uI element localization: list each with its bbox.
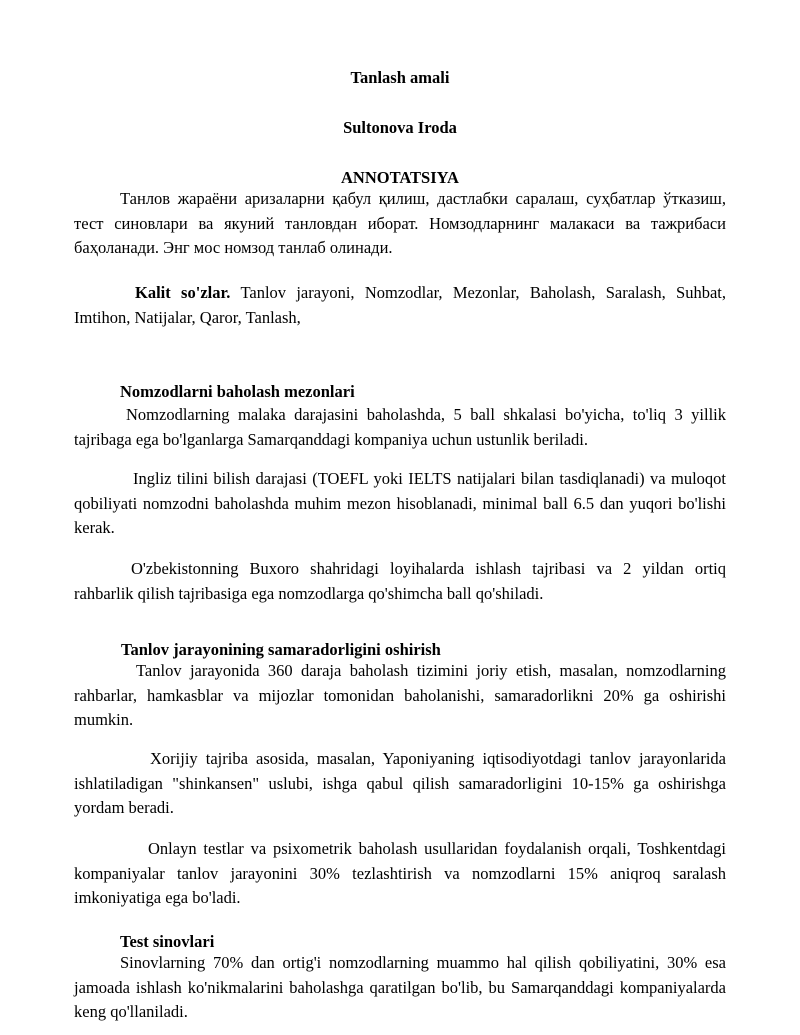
criteria-paragraph-2: Ingliz tilini bilish darajasi (TOEFL yoki IELTS natijalari bilan tasdiqlanadi) va muloqot qobiliyati nomzodni baholashda muhim mezon hisoblanadi, minimal ball 6.5 dan yuqori bo'lishi kerak. [74,469,726,538]
tests-paragraph-1: Sinovlarning 70% dan ortig'i nomzodlarning muammo hal qilish qobiliyatini, 30% esa jamoada ishlash ko'nikmalarini baholashga qaratilgan bo'lib, bu Samarqanddagi kompaniyalarda keng qo'llaniladi. [74,953,726,1022]
author-name: Sultonova Iroda [343,118,457,137]
section-heading-tests: Test sinovlari [120,932,215,951]
efficiency-paragraph-3: Onlayn testlar va psixometrik baholash usullaridan foydalanish orqali, Toshkentdagi kompaniyalar tanlov jarayonini 30% tezlashtirish va nomzodlarni 15% aniqroq saralash imkoniyatiga ega bo'ladi. [74,839,726,908]
efficiency-paragraph-1: Tanlov jarayonida 360 daraja baholash tizimini joriy etish, masalan, nomzodlarning rahbarlar, hamkasblar va mijozlar tomonidan baholanishi, samaradorlikni 20% ga oshirishi mumkin. [74,661,726,730]
criteria-paragraph-1: Nomzodlarning malaka darajasini baholashda, 5 ball shkalasi bo'yicha, to'liq 3 yillik tajribaga ega bo'lganlarga Samarqanddagi kompaniya uchun ustunlik beriladi. [74,405,726,449]
criteria-paragraph-3: O'zbekistonning Buxoro shahridagi loyihalarda ishlash tajribasi va 2 yildan ortiq rahbarlik qilish tajribasiga ega nomzodlarga qo'shimcha ball qo'shiladi. [74,559,726,603]
keywords-text: Tanlov jarayoni, Nomzodlar, Mezonlar, Baholash, Saralash, Suhbat, Imtihon, Natijalar, Qaror, Tanlash, [74,283,726,327]
efficiency-paragraph-2: Xorijiy tajriba asosida, masalan, Yaponiyaning iqtisodiyotdagi tanlov jarayonlarida ishlatiladigan "shinkansen" uslubi, ishga qabul qilish samaradorligini 10-15% ga oshirishga yordam beradi. [74,749,726,818]
annotation-text: Танлов жараёни аризаларни қабул қилиш, дастлабки саралаш, суҳбатлар ўтказиш, тест синовлари ва якуний танловдан иборат. Номзодларнинг малакаси ва тажрибаси баҳоланади. Энг мос номзод танлаб олинади. [74,189,726,258]
section-heading-efficiency: Tanlov jarayonining samaradorligini oshirish [121,640,441,659]
keywords-label: Kalit so'zlar. [135,283,231,302]
keywords-paragraph [74,281,726,330]
section-heading-criteria: Nomzodlarni baholash mezonlari [120,382,355,401]
annotation-heading: ANNOTATSIYA [341,168,459,187]
document-title: Tanlash amali [350,68,450,87]
annotation-paragraph [74,187,726,261]
